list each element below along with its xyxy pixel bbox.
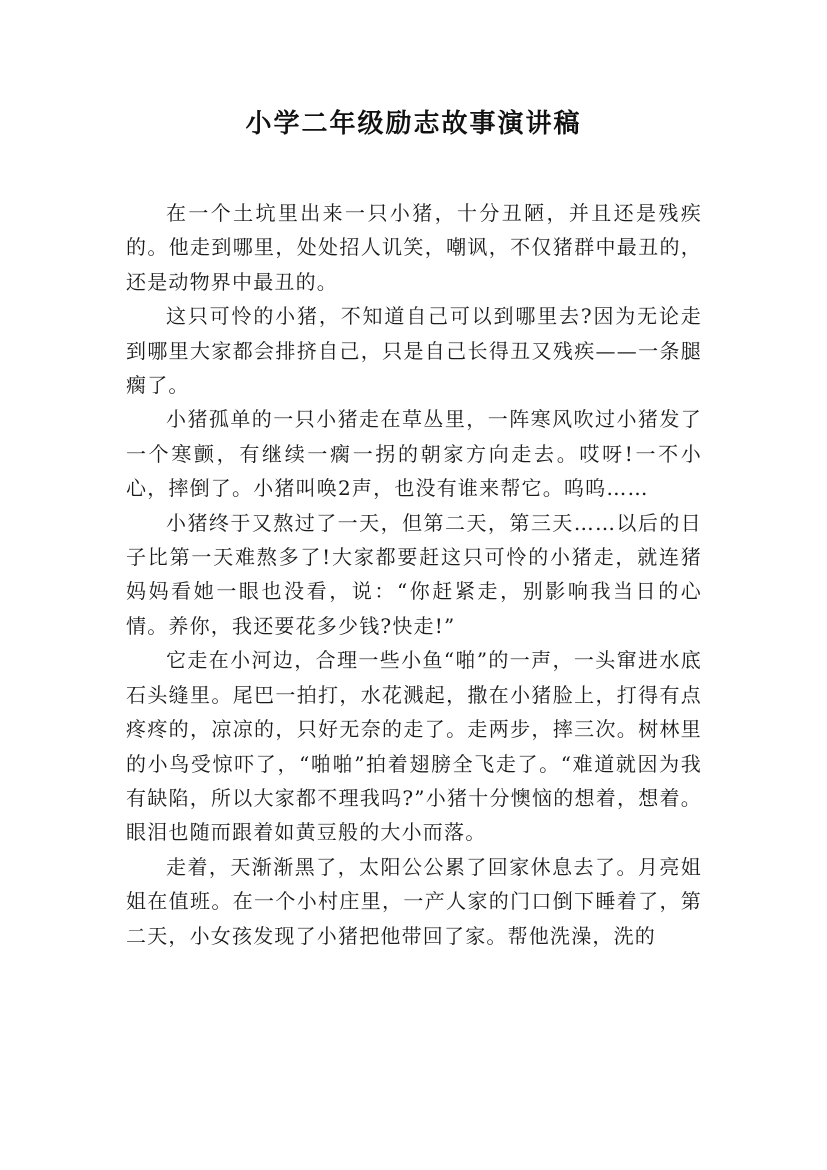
paragraph-3: 小猪孤单的一只小猪走在草丛里，一阵寒风吹过小猪发了一个寒颤，有继续一瘸一拐的朝家方向走去。哎呀!一不小心，摔倒了。小猪叫唤2声，也没有谁来帮它。呜呜…… [126, 407, 702, 501]
document-body [126, 196, 702, 953]
paragraph-1: 在一个土坑里出来一只小猪，十分丑陋，并且还是残疾的。他走到哪里，处处招人讥笑，嘲讽，不仅猪群中最丑的，还是动物界中最丑的。 [126, 201, 702, 294]
paragraph-4: 小猪终于又熬过了一天，但第二天，第三天……以后的日子比第一天难熬多了!大家都要赶这只可怜的小猪走，就连猪妈妈看她一眼也没看，说：“你赶紧走，别影响我当日的心情。养你，我还要花多少钱?快走!” [126, 510, 702, 638]
document-title: 小学二年级励志故事演讲稿 [245, 109, 582, 139]
paragraph-6: 走着，天渐渐黑了，太阳公公累了回家休息去了。月亮姐姐在值班。在一个小村庄里，一产人家的门口倒下睡着了，第二天，小女孩发现了小猪把他带回了家。帮他洗澡，洗的 [126, 854, 702, 948]
paragraph-5: 它走在小河边，合理一些小鱼“啪”的一声，一头窜进水底石头缝里。尾巴一拍打，水花溅起，撒在小猪脸上，打得有点疼疼的，凉凉的，只好无奈的走了。走两步，摔三次。树林里的小鸟受惊吓了，“啪啪”拍着翅膀全飞走了。“难道就因为我有缺陷，所以大家都不理我吗?”小猪十分懊恼的想着，想着。眼泪也随而跟着如黄豆般的大小而落。 [126, 648, 702, 845]
paragraph-2: 这只可怜的小猪，不知道自己可以到哪里去?因为无论走到哪里大家都会排挤自己，只是自己长得丑又残疾——一条腿瘸了。 [126, 304, 702, 398]
